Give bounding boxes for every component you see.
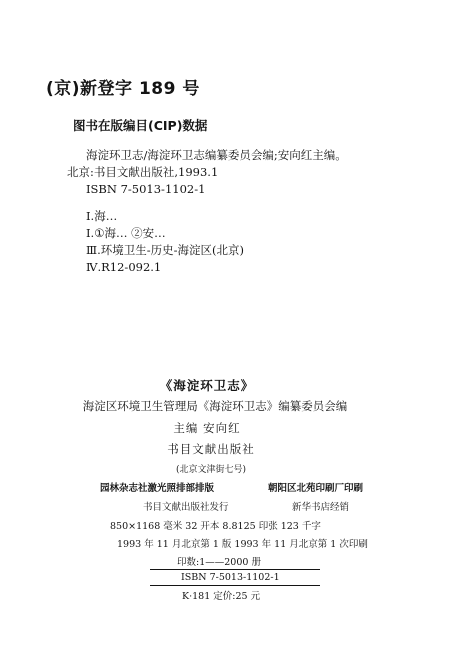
format-spec: 850×1168 毫米 32 开本 8.8125 印张 123 千字 xyxy=(110,521,321,532)
divider-top xyxy=(150,569,320,570)
price-line: K·181 定价:25 元 xyxy=(182,591,261,602)
divider-bottom xyxy=(150,585,320,586)
cip-subject-2: Ⅰ.①海… ②安… xyxy=(86,226,166,240)
editor-credit: 海淀区环境卫生管理局《海淀环卫志》编纂委员会编 xyxy=(82,399,348,413)
cip-line-2: 北京:书目文献出版社,1993.1 xyxy=(67,165,219,179)
cip-isbn: ISBN 7-5013-1102-1 xyxy=(86,182,206,196)
distributor: 书目文献出版社发行 xyxy=(143,502,229,513)
cip-subject-4: Ⅳ.R12-092.1 xyxy=(86,260,162,274)
typesetter: 园林杂志社激光照排部排版 xyxy=(100,483,215,494)
cip-subject-1: Ⅰ.海… xyxy=(86,209,118,223)
printer: 朝阳区北苑印刷厂印刷 xyxy=(268,483,364,494)
publisher-address: (北京文津街七号) xyxy=(175,465,247,475)
seller: 新华书店经销 xyxy=(292,502,350,513)
registration-number: (京)新登字 189 号 xyxy=(46,79,200,99)
edition-info: 1993 年 11 月北京第 1 版 1993 年 11 月北京第 1 次印刷 xyxy=(117,539,368,550)
publisher: 书目文献出版社 xyxy=(167,442,255,456)
print-run: 印数:1——2000 册 xyxy=(177,557,261,568)
colophon-isbn: ISBN 7-5013-1102-1 xyxy=(181,572,280,583)
cip-heading: 图书在版编目(CIP)数据 xyxy=(73,118,208,133)
cip-line-1: 海淀环卫志/海淀环卫志编纂委员会编;安向红主编。 xyxy=(86,148,347,162)
book-title: 《海淀环卫志》 xyxy=(159,378,255,393)
cip-subject-3: Ⅲ.环境卫生-历史-海淀区(北京) xyxy=(86,243,244,257)
chief-editor: 主编 安向红 xyxy=(173,421,241,435)
